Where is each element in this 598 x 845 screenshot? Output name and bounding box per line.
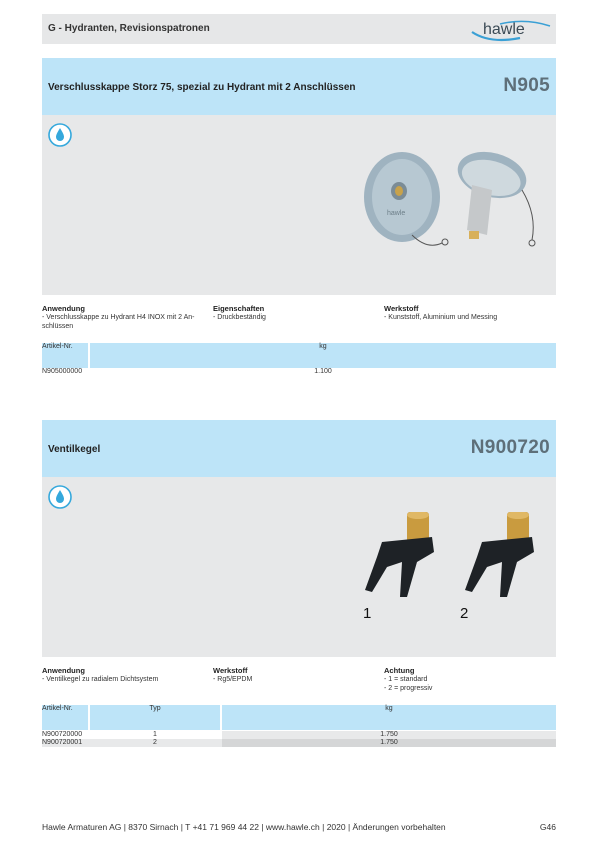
weight-cell: 1.750	[222, 739, 556, 747]
property-heading: Anwendung	[42, 304, 85, 313]
column-header-kg: kg	[319, 343, 327, 350]
property-application	[42, 666, 207, 684]
property-item: - 2 = progressiv	[384, 685, 433, 692]
table-row	[42, 368, 556, 376]
valve-cone-standard-image	[362, 512, 447, 607]
category-title: G - Hydranten, Revisionspatronen	[48, 23, 210, 34]
image-label-1: 1	[363, 605, 372, 622]
property-heading: Werkstoff	[384, 304, 419, 313]
column-header-article: Artikel-Nr.	[42, 705, 73, 712]
type-cell: 2	[153, 739, 157, 746]
property-item: schlüssen	[42, 323, 74, 330]
product-image-area	[42, 115, 556, 295]
closing-cap-image	[357, 145, 557, 265]
property-material	[213, 666, 378, 684]
table-header	[42, 705, 556, 730]
image-label-2: 2	[460, 605, 469, 622]
catalog-header	[42, 14, 556, 44]
property-heading: Anwendung	[42, 666, 85, 675]
property-heading: Achtung	[384, 666, 415, 675]
product-title-bar	[42, 420, 556, 477]
product-code: N905	[503, 75, 550, 96]
property-features	[213, 304, 378, 322]
product-title: Verschlusskappe Storz 75, spezial zu Hydrant mit 2 Anschlüssen	[48, 82, 356, 93]
article-number-cell: N900720000	[42, 731, 83, 738]
table-header	[42, 343, 556, 368]
table-row	[42, 739, 556, 747]
article-number-cell: N900720001	[42, 739, 83, 746]
property-item: - Verschlusskappe zu Hydrant H4 INOX mit 2 An-	[42, 314, 195, 321]
water-drop-icon	[48, 123, 72, 147]
property-item: - Rg5/EPDM	[213, 676, 253, 683]
column-header-kg: kg	[385, 705, 393, 712]
water-drop-icon	[48, 485, 72, 509]
product-title-bar	[42, 58, 556, 115]
column-header-article: Artikel-Nr.	[42, 343, 73, 350]
table-row	[42, 731, 556, 739]
product-properties	[42, 666, 556, 706]
product-title: Ventilkegel	[48, 444, 101, 455]
property-item: - Kunststoff, Aluminium und Messing	[384, 314, 498, 321]
property-caution	[384, 666, 554, 693]
property-heading: Werkstoff	[213, 666, 248, 675]
article-number-cell: N905000000	[42, 368, 83, 375]
hawle-logo	[470, 16, 552, 42]
product-image-area	[42, 477, 556, 657]
column-header-type: Typ	[149, 705, 161, 712]
weight-cell: 1.750	[222, 731, 556, 739]
property-item: - Druckbeständig	[213, 314, 266, 321]
property-material	[384, 304, 554, 322]
svg-text:hawle: hawle	[387, 210, 406, 217]
product-properties	[42, 304, 556, 344]
property-heading: Eigenschaften	[213, 304, 265, 313]
type-cell: 1	[153, 731, 157, 738]
property-item: - 1 = standard	[384, 676, 428, 683]
weight-cell: 1.100	[314, 368, 332, 375]
property-application	[42, 304, 207, 331]
footer-company-info: Hawle Armaturen AG | 8370 Sirnach | T +41 71 969 44 22 | www.hawle.ch | 2020 | Änderungen vorbehalten	[42, 822, 446, 832]
valve-cone-progressive-image	[462, 512, 547, 607]
svg-text:hawle: hawle	[483, 21, 525, 38]
property-item: - Ventilkegel zu radialem Dichtsystem	[42, 676, 159, 683]
product-code: N900720	[470, 437, 550, 458]
page-number: G46	[539, 822, 556, 832]
